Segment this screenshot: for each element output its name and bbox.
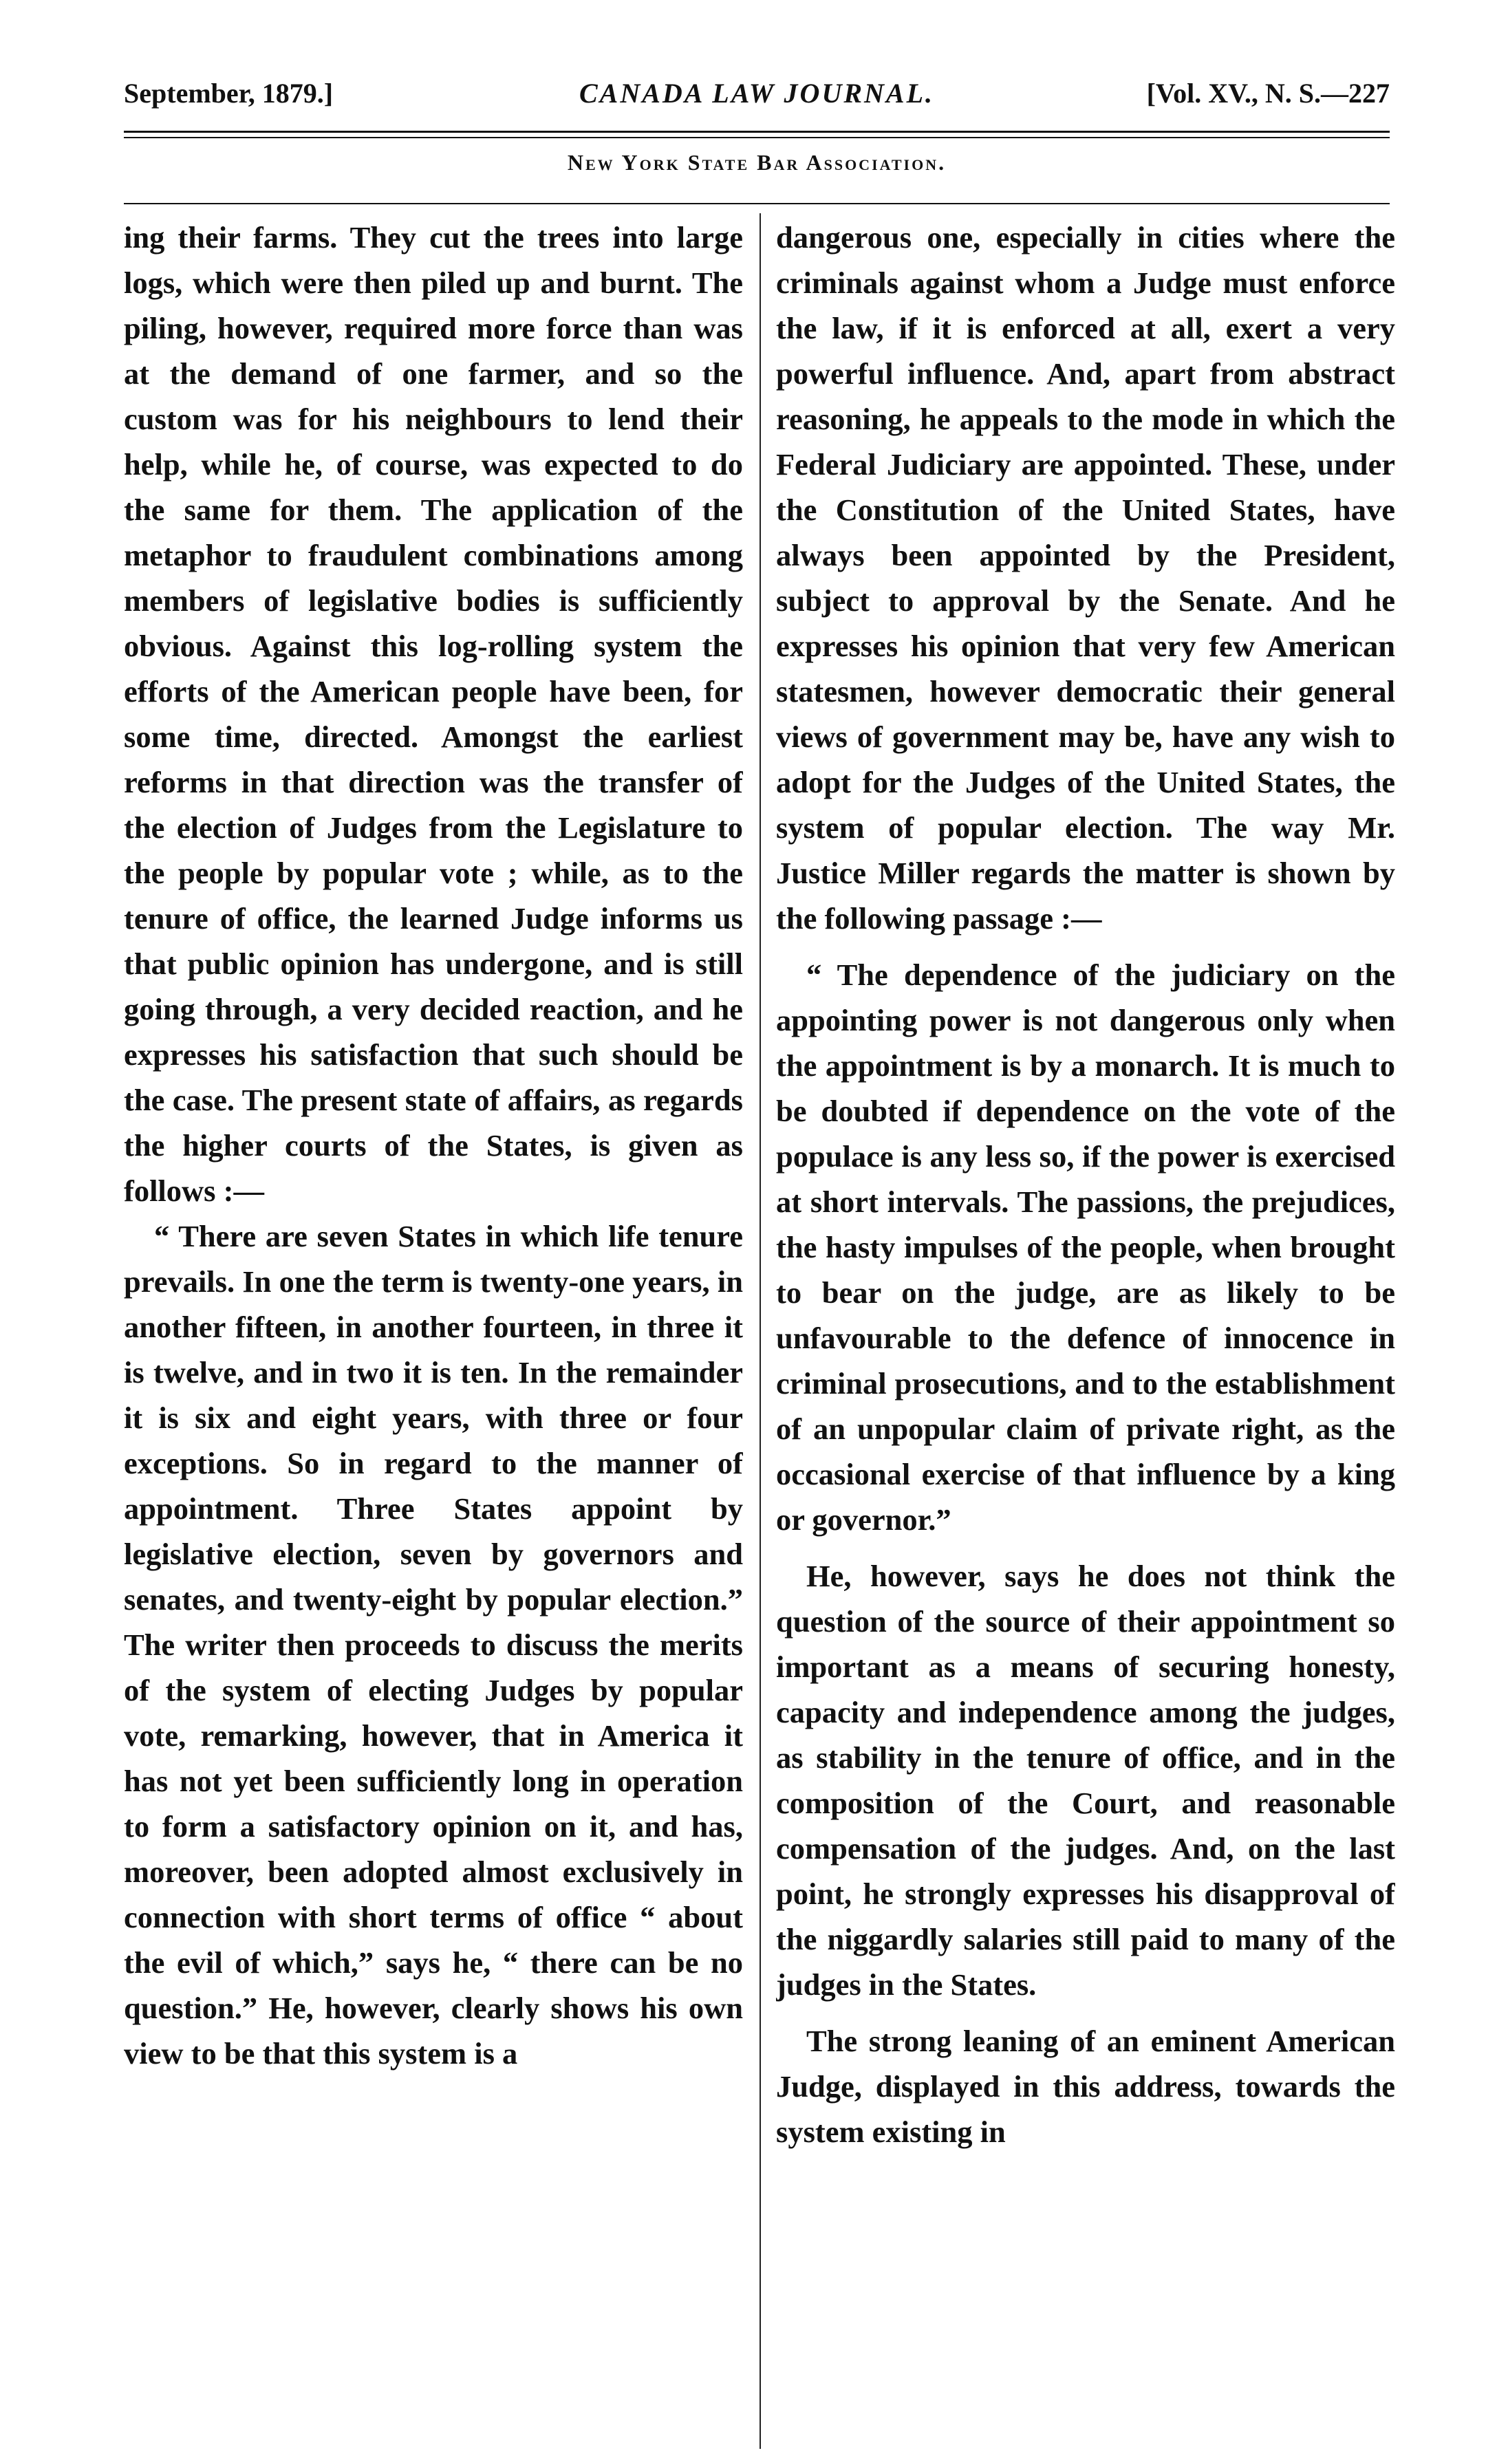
header-rule-bottom bbox=[124, 137, 1390, 138]
right-paragraph-3: He, however, says he does not think the question of the source of their appointment so important as a means of securing honesty, capacity and independence among the judges, as stability in the tenure of office, and in the composition of the Court, and reasonable compensation of the judges. And, on the last point, he strongly expresses his disapproval of the niggardly salaries still paid to many of the judges in the States. bbox=[776, 1559, 1395, 2002]
left-column bbox=[124, 215, 743, 2436]
header-rule-top bbox=[124, 131, 1390, 133]
running-header bbox=[124, 77, 1390, 132]
right-paragraph-4: The strong leaning of an eminent American Judge, displayed in this address, towards the system existing in bbox=[776, 2024, 1395, 2149]
header-journal-title: CANADA LAW JOURNAL. bbox=[579, 78, 935, 109]
section-title: New York State Bar Association. bbox=[567, 150, 947, 175]
left-paragraph-1: ing their farms. They cut the trees into large logs, which were then piled up and burnt. The piling, however, required more force than was at the demand of one farmer, and so the custom was for his neighbours to lend their help, while he, of course, was expected to do the same for them. The application of the metaphor to fraudulent combinations among members of legislative bodies is sufficiently obvious. Against this log-rolling system the efforts of the American people have been, for some time, directed. Amongst the earliest reforms in that direction was the transfer of the election of Judges from the Legislature to the people by popular vote ; while, as to the tenure of office, the learned Judge informs us that public opinion has undergone, and is still going through, a very decided reaction, and he expresses his satisfaction that such should be the case. The present state of affairs, as regards the higher courts of the States, is given as follows :— bbox=[124, 220, 743, 1208]
section-rule bbox=[124, 203, 1390, 204]
column-divider bbox=[760, 213, 761, 2449]
right-column bbox=[776, 215, 1395, 2436]
header-volume-page: [Vol. XV., N. S.—227 bbox=[1146, 78, 1390, 109]
right-paragraph-2: “ The dependence of the judiciary on the appointing power is not dangerous only when the appointment is by a monarch. It is much to be doubted if dependence on the vote of the populace is any less so, if the power is exercised at short intervals. The passions, the prejudices, the hasty impulses of the people, when brought to bear on the judge, are as likely to be unfavourable to the defence of innocence in criminal prosecutions, and to the establishment of an unpopular claim of private right, as the occasional exercise of that influence by a king or governor.” bbox=[776, 958, 1395, 1537]
right-paragraph-1: dangerous one, especially in cities where the criminals against whom a Judge must enforce the law, if it is enforced at all, exert a very powerful influence. And, apart from abstract reasoning, he appeals to the mode in which the Federal Judiciary are appointed. These, under the Constitution of the United States, have always been appointed by the President, subject to approval by the Senate. And he expresses his opinion that very few American statesmen, however democratic their general views of government may be, have any wish to adopt for the Judges of the United States, the system of popular election. The way Mr. Justice Miller regards the matter is shown by the following passage :— bbox=[776, 220, 1395, 936]
left-paragraph-2: “ There are seven States in which life tenure prevails. In one the term is twenty-one years, in another fifteen, in another fourteen, in three it is twelve, and in two it is ten. In the remainder it is six and eight years, with three or four exceptions. So in regard to the manner of appointment. Three States appoint by legislative election, seven by governors and senates, and twenty-eight by popular election.” The writer then proceeds to discuss the merits of the system of electing Judges by popular vote, remarking, however, that in America it has not yet been sufficiently long in operation to form a satisfactory opinion on it, and has, moreover, been adopted almost exclusively in connection with short terms of office “ about the evil of which,” says he, “ there can be no question.” He, however, clearly shows his own view to be that this system is a bbox=[124, 1219, 743, 2071]
header-date: September, 1879.] bbox=[124, 78, 334, 109]
